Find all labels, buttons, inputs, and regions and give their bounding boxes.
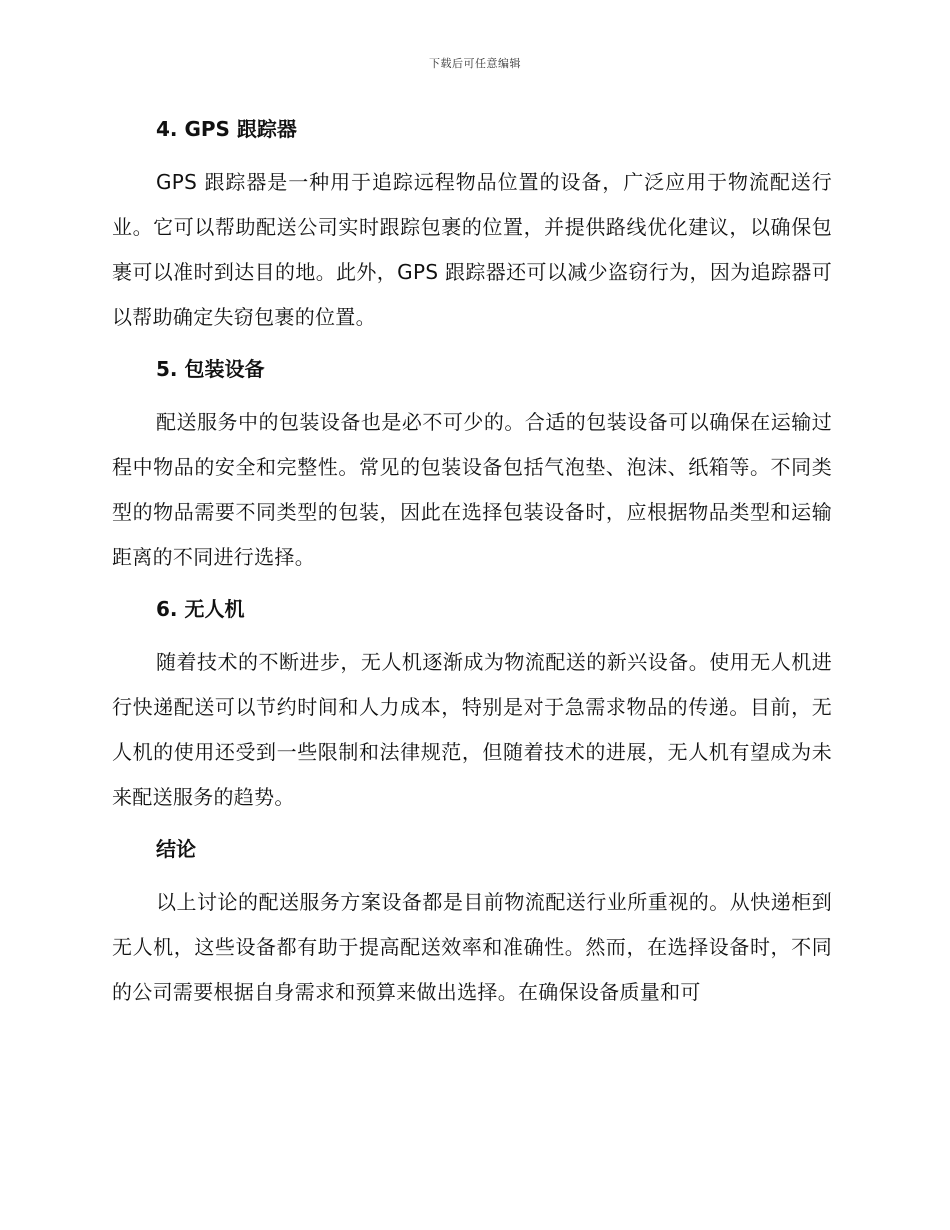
section-heading: 结论 xyxy=(156,837,196,861)
section-paragraph: GPS 跟踪器是一种用于追踪远程物品位置的设备，广泛应用于物流配送行业。它可以帮助配送公司实时跟踪包裹的位置，并提供路线优化建议，以确保包裹可以准时到达目的地。此外，GPS 跟踪器还可以减少盗窃行为，因为追踪器可以帮助确定失窃包裹的位置。 xyxy=(112,170,832,329)
section-paragraph: 配送服务中的包装设备也是必不可少的。合适的包装设备可以确保在运输过程中物品的安全和完整性。常见的包装设备包括气泡垫、泡沫、纸箱等。不同类型的物品需要不同类型的包装，因此在选择包装设备时，应根据物品类型和运输距离的不同进行选择。 xyxy=(112,410,832,569)
section-conclusion xyxy=(112,832,832,1015)
document-body xyxy=(112,112,832,1027)
section-heading: 5. 包装设备 xyxy=(156,357,265,381)
section-drones xyxy=(112,592,832,820)
section-gps-tracker xyxy=(112,112,832,340)
running-header: 下载后可任意编辑 xyxy=(429,57,521,70)
section-paragraph: 以上讨论的配送服务方案设备都是目前物流配送行业所重视的。从快递柜到无人机，这些设备都有助于提高配送效率和准确性。然而，在选择设备时，不同的公司需要根据自身需求和预算来做出选择。在确保设备质量和可 xyxy=(112,890,832,1004)
section-paragraph: 随着技术的不断进步，无人机逐渐成为物流配送的新兴设备。使用无人机进行快递配送可以节约时间和人力成本，特别是对于急需求物品的传递。目前，无人机的使用还受到一些限制和法律规范，但随着技术的进展，无人机有望成为未来配送服务的趋势。 xyxy=(112,650,832,809)
section-heading: 4. GPS 跟踪器 xyxy=(156,117,297,141)
section-heading: 6. 无人机 xyxy=(156,597,245,621)
section-packaging-equipment xyxy=(112,352,832,580)
